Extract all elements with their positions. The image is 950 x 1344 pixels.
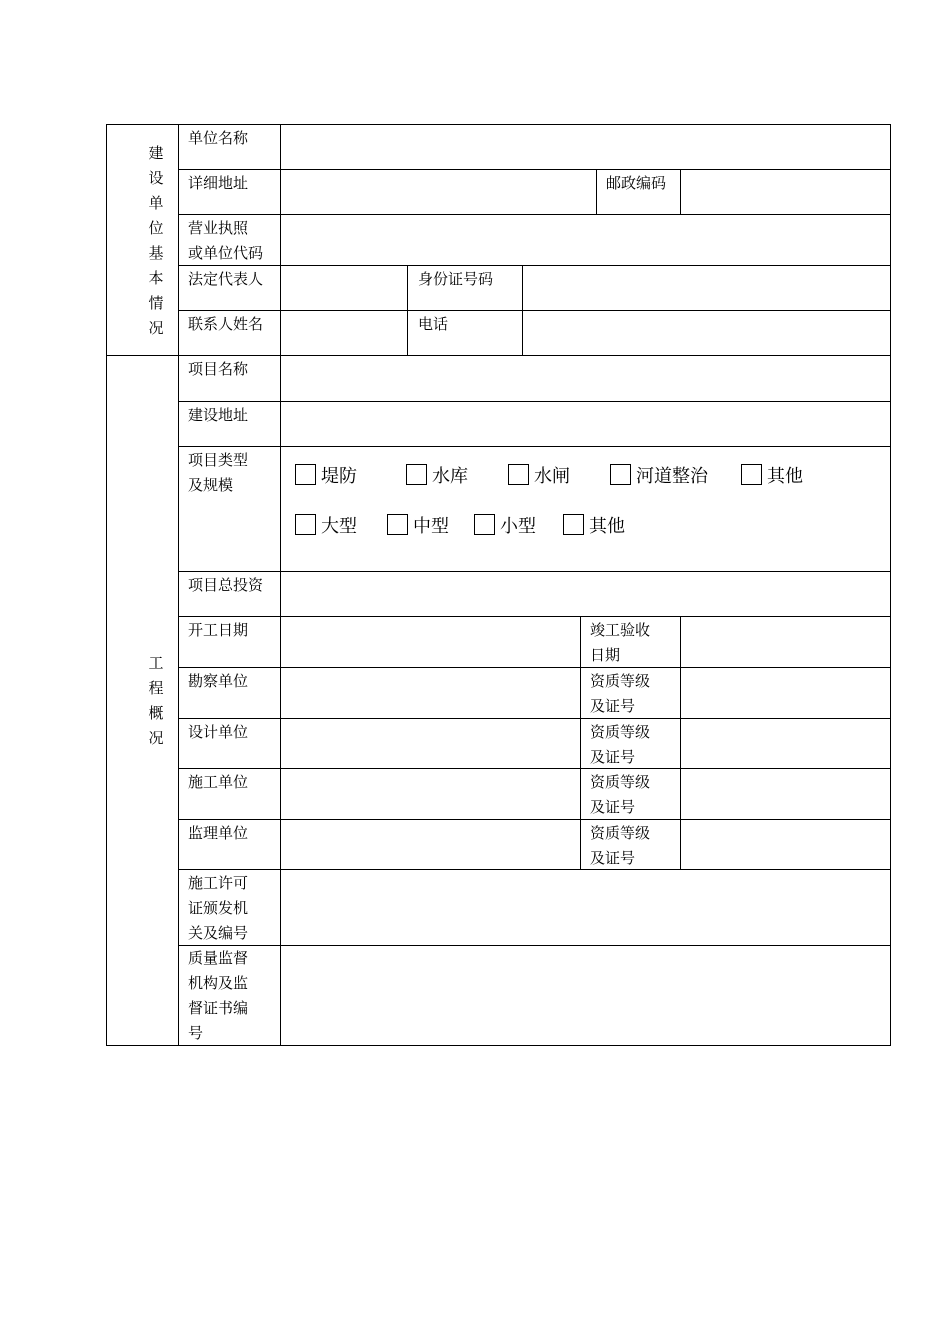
postcode-label: 邮政编码 [606, 174, 667, 192]
qualification-label: 资质等级 及证号 [590, 723, 651, 766]
permit-field[interactable] [281, 870, 890, 945]
qualification-label: 资质等级 及证号 [590, 773, 651, 816]
contact-name-label: 联系人姓名 [188, 315, 264, 333]
checkbox[interactable] [474, 514, 495, 535]
phone-label: 电话 [418, 315, 449, 333]
checkbox[interactable] [741, 464, 762, 485]
unit-name-field[interactable] [281, 125, 890, 169]
design-qualification-field[interactable] [681, 719, 890, 768]
contact-name-field[interactable] [281, 311, 407, 355]
project-name-field[interactable] [281, 356, 890, 401]
scale-option-small[interactable]: 小型 [474, 514, 536, 540]
design-unit-label: 设计单位 [188, 723, 249, 741]
scale-option-other[interactable]: 其他 [563, 514, 625, 540]
design-unit-field[interactable] [281, 719, 580, 768]
scale-option-large[interactable]: 大型 [295, 514, 357, 540]
address-field[interactable] [281, 170, 596, 214]
completion-date-label: 竣工验收 日期 [590, 621, 651, 664]
construction-qualification-field[interactable] [681, 769, 890, 819]
survey-qualification-field[interactable] [681, 668, 890, 718]
qualification-label: 资质等级 及证号 [590, 824, 651, 867]
checkbox[interactable] [508, 464, 529, 485]
checkbox[interactable] [563, 514, 584, 535]
type-option-reservoir[interactable]: 水库 [406, 464, 468, 490]
unit-name-label: 单位名称 [188, 129, 249, 147]
postcode-field[interactable] [681, 170, 890, 214]
completion-date-field[interactable] [681, 617, 890, 667]
project-name-label: 项目名称 [188, 360, 249, 378]
permit-label: 施工许可 证颁发机 关及编号 [188, 874, 249, 942]
section-title-builder-info: 建 设 单 位 基 本 情 况 [148, 144, 164, 337]
col-line [106, 124, 107, 1046]
total-investment-field[interactable] [281, 572, 890, 616]
supervision-unit-field[interactable] [281, 820, 580, 869]
start-date-label: 开工日期 [188, 621, 249, 639]
col-line [178, 124, 179, 1046]
id-number-label: 身份证号码 [418, 270, 494, 288]
checkbox[interactable] [295, 514, 316, 535]
total-investment-label: 项目总投资 [188, 576, 264, 594]
id-number-field[interactable] [523, 266, 890, 310]
quality-supervision-field[interactable] [281, 946, 890, 1045]
col-line [580, 616, 581, 870]
col-line [407, 265, 408, 356]
build-address-label: 建设地址 [188, 406, 249, 424]
supervision-qualification-field[interactable] [681, 820, 890, 869]
checkbox[interactable] [406, 464, 427, 485]
col-line [890, 124, 891, 1046]
checkbox[interactable] [610, 464, 631, 485]
phone-field[interactable] [523, 311, 890, 355]
supervision-unit-label: 监理单位 [188, 824, 249, 842]
checkbox[interactable] [387, 514, 408, 535]
type-option-river-regulation[interactable]: 河道整治 [610, 464, 708, 490]
address-label: 详细地址 [188, 174, 249, 192]
start-date-field[interactable] [281, 617, 580, 667]
scale-option-medium[interactable]: 中型 [387, 514, 449, 540]
type-option-sluice[interactable]: 水闸 [508, 464, 570, 490]
legal-rep-label: 法定代表人 [188, 270, 264, 288]
section-title-project-overview: 工 程 概 况 [148, 654, 164, 747]
construction-unit-label: 施工单位 [188, 773, 249, 791]
checkbox[interactable] [295, 464, 316, 485]
qualification-label: 资质等级 及证号 [590, 672, 651, 715]
build-address-field[interactable] [281, 402, 890, 446]
type-option-other[interactable]: 其他 [741, 464, 803, 490]
type-scale-label: 项目类型 及规模 [188, 451, 249, 494]
license-label: 营业执照 或单位代码 [188, 219, 264, 262]
legal-rep-field[interactable] [281, 266, 407, 310]
quality-supervision-label: 质量监督 机构及监 督证书编 号 [188, 949, 249, 1042]
construction-unit-field[interactable] [281, 769, 580, 819]
survey-unit-label: 勘察单位 [188, 672, 249, 690]
survey-unit-field[interactable] [281, 668, 580, 718]
license-field[interactable] [281, 215, 890, 265]
type-option-embankment[interactable]: 堤防 [295, 464, 357, 490]
col-line [596, 169, 597, 215]
row-line [178, 446, 891, 447]
